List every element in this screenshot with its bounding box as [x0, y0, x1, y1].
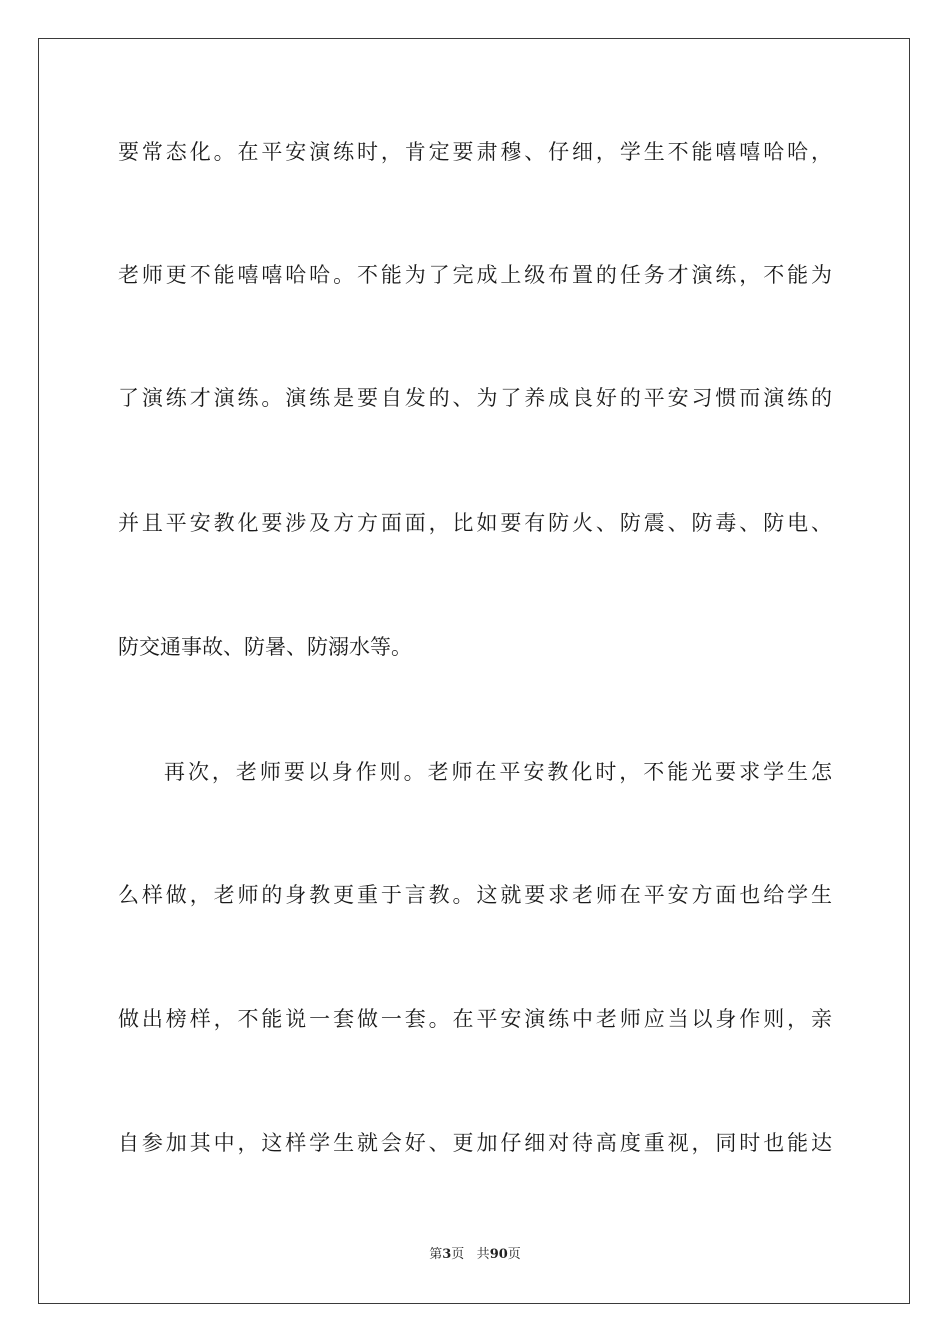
text-line-3: 了演练才演练。演练是要自发的、为了养成良好的平安习惯而演练的 — [118, 386, 832, 410]
text-line-7: 么样做，老师的身教更重于言教。这就要求老师在平安方面也给学生 — [118, 883, 832, 907]
text-line-4: 并且平安教化要涉及方方面面，比如要有防火、防震、防毒、防电、 — [118, 511, 832, 535]
text-line-9: 自参加其中，这样学生就会好、更加仔细对待高度重视，同时也能达 — [118, 1131, 832, 1155]
footer-total-prefix: 共 — [476, 1247, 490, 1262]
footer-total-suffix: 页 — [507, 1247, 521, 1262]
text-line-1: 要常态化。在平安演练时，肯定要肃穆、仔细，学生不能嘻嘻哈哈， — [118, 140, 832, 164]
footer-page-suffix: 页 — [451, 1247, 465, 1262]
text-line-5: 防交通事故、防暑、防溺水等。 — [118, 635, 412, 659]
text-line-2: 老师更不能嘻嘻哈哈。不能为了完成上级布置的任务才演练，不能为 — [118, 263, 832, 287]
current-page-number: 3 — [442, 1247, 452, 1262]
page-footer — [0, 1246, 950, 1264]
page-border — [38, 38, 910, 1304]
text-line-8: 做出榜样，不能说一套做一套。在平安演练中老师应当以身作则，亲 — [118, 1007, 832, 1031]
total-page-count: 90 — [489, 1247, 508, 1262]
paragraph-start-line: 再次，老师要以身作则。老师在平安教化时，不能光要求学生怎 — [164, 760, 832, 784]
footer-prefix: 第 — [429, 1247, 443, 1262]
